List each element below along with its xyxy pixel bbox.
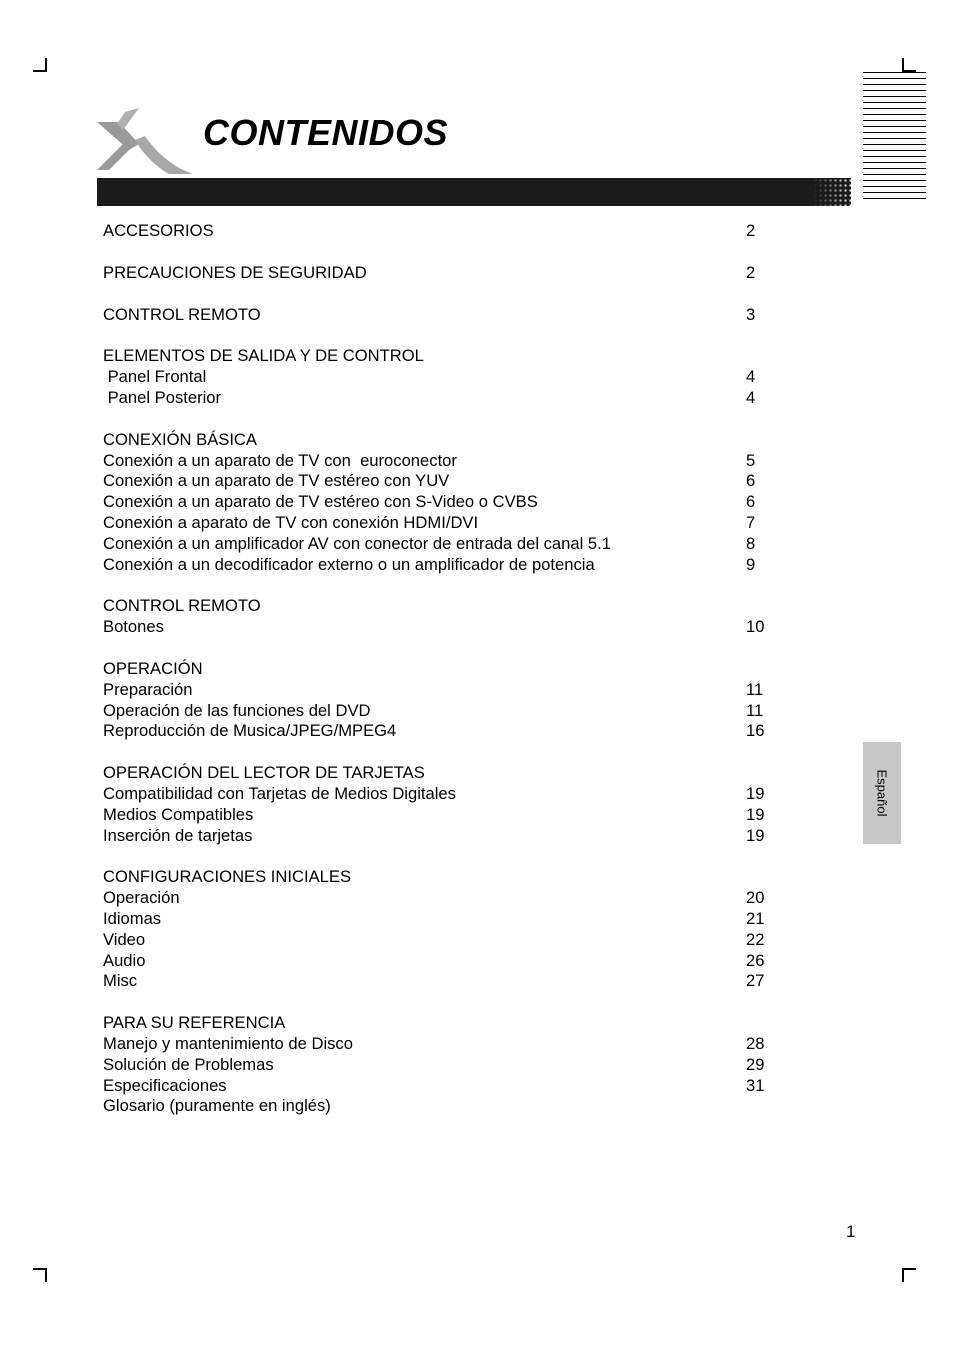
toc-entry-page: 9 bbox=[746, 554, 756, 574]
toc-entry bbox=[103, 888, 773, 909]
toc-entry bbox=[103, 909, 773, 930]
toc-entry bbox=[103, 492, 773, 513]
toc-section bbox=[103, 867, 773, 992]
toc-entry-label: ACCESORIOS bbox=[103, 221, 214, 240]
toc-entry-page: 31 bbox=[746, 1075, 765, 1095]
toc-entry-label: CONEXIÓN BÁSICA bbox=[103, 429, 257, 449]
toc-entry bbox=[103, 617, 773, 638]
header-bar-dots bbox=[813, 178, 853, 206]
toc-entry bbox=[103, 263, 773, 284]
toc-section bbox=[103, 346, 773, 408]
toc-entry-label: Panel Frontal bbox=[103, 367, 207, 387]
toc-entry bbox=[103, 659, 773, 680]
language-tab bbox=[863, 742, 901, 844]
crop-mark-bottom-left bbox=[33, 1268, 47, 1282]
toc-entry-page: 21 bbox=[746, 908, 765, 928]
x-logo-icon bbox=[95, 108, 195, 176]
toc-entry-label: Conexión a aparato de TV con conexión HDMI/DVI bbox=[103, 512, 479, 532]
toc-entry-page: 4 bbox=[746, 367, 756, 387]
toc-entry-label: Especificaciones bbox=[103, 1075, 227, 1095]
toc-entry-label: Operación bbox=[103, 888, 180, 908]
toc-entry-label: ELEMENTOS DE SALIDA Y DE CONTROL bbox=[103, 346, 424, 366]
toc-entry bbox=[103, 367, 773, 388]
toc-entry-page bbox=[746, 430, 773, 451]
toc-entry bbox=[103, 680, 773, 701]
toc-entry-page: 8 bbox=[746, 533, 756, 553]
toc-entry-page: 10 bbox=[746, 617, 765, 637]
toc-entry bbox=[103, 1034, 773, 1055]
toc-entry-label: Solución de Problemas bbox=[103, 1054, 274, 1074]
toc-entry-page: 26 bbox=[746, 950, 765, 970]
toc-entry-label: Misc bbox=[103, 971, 138, 991]
toc-entry-page bbox=[746, 1096, 773, 1117]
toc-entry-page: 11 bbox=[746, 679, 764, 699]
toc-entry bbox=[103, 388, 773, 409]
toc-entry bbox=[103, 346, 773, 367]
toc-entry bbox=[103, 221, 773, 242]
crop-mark-top-right bbox=[902, 58, 916, 72]
toc-entry-label: CONTROL REMOTO bbox=[103, 596, 261, 616]
toc-entry bbox=[103, 701, 773, 722]
toc-section bbox=[103, 596, 773, 638]
toc-entry-page bbox=[746, 659, 773, 680]
decorative-stripes bbox=[863, 72, 926, 200]
toc-entry-page: 6 bbox=[746, 471, 756, 491]
toc-entry-label: OPERACIÓN bbox=[103, 658, 203, 678]
toc-entry-label: Conexión a un aparato de TV con euroconector bbox=[103, 450, 457, 470]
toc-section bbox=[103, 1013, 773, 1117]
crop-mark-bottom-right bbox=[902, 1268, 916, 1282]
page-number: 1 bbox=[846, 1222, 856, 1241]
toc-entry bbox=[103, 1013, 773, 1034]
toc-entry-label: Inserción de tarjetas bbox=[103, 825, 253, 845]
toc-entry-label: Compatibilidad con Tarjetas de Medios Digitales bbox=[103, 783, 456, 803]
toc-section bbox=[103, 263, 773, 284]
toc-entry-page: 22 bbox=[746, 929, 765, 949]
toc-entry-label: Preparación bbox=[103, 679, 193, 699]
toc-entry-label: PRECAUCIONES DE SEGURIDAD bbox=[103, 262, 367, 282]
toc-entry-label: CONTROL REMOTO bbox=[103, 304, 261, 324]
crop-mark-top-left bbox=[33, 58, 47, 72]
toc-entry bbox=[103, 1096, 773, 1117]
toc-entry bbox=[103, 471, 773, 492]
toc-entry-page: 28 bbox=[746, 1033, 765, 1053]
toc-entry bbox=[103, 805, 773, 826]
language-tab-label: Español bbox=[874, 769, 890, 817]
toc-entry bbox=[103, 305, 773, 326]
toc-entry bbox=[103, 867, 773, 888]
toc-entry-label: Reproducción de Musica/JPEG/MPEG4 bbox=[103, 721, 397, 741]
toc-entry-page bbox=[746, 346, 773, 367]
toc-entry-label: Conexión a un decodificador externo o un amplificador de potencia bbox=[103, 554, 595, 574]
toc-entry bbox=[103, 763, 773, 784]
toc-entry bbox=[103, 930, 773, 951]
toc-entry bbox=[103, 596, 773, 617]
toc-entry-label: Operación de las funciones del DVD bbox=[103, 700, 371, 720]
toc-entry bbox=[103, 721, 773, 742]
toc-entry-page: 19 bbox=[746, 804, 765, 824]
toc-entry-label: Video bbox=[103, 929, 146, 949]
toc-entry-label: Conexión a un amplificador AV con conector de entrada del canal 5.1 bbox=[103, 533, 611, 553]
toc-entry bbox=[103, 1076, 773, 1097]
toc-entry-page bbox=[746, 763, 773, 784]
toc-entry bbox=[103, 513, 773, 534]
toc-entry-page bbox=[746, 596, 773, 617]
toc-entry-page: 2 bbox=[746, 262, 756, 282]
toc-entry-page: 29 bbox=[746, 1054, 765, 1074]
toc-section bbox=[103, 659, 773, 742]
toc-entry-page: 19 bbox=[746, 783, 765, 803]
table-of-contents bbox=[103, 221, 773, 1138]
toc-entry-label: Panel Posterior bbox=[103, 387, 222, 407]
toc-entry-label: Conexión a un aparato de TV estéreo con YUV bbox=[103, 471, 450, 491]
toc-entry bbox=[103, 555, 773, 576]
toc-section bbox=[103, 763, 773, 846]
toc-entry-page: 19 bbox=[746, 825, 765, 845]
toc-entry bbox=[103, 784, 773, 805]
toc-entry-page: 7 bbox=[746, 512, 756, 532]
toc-entry-page: 2 bbox=[746, 221, 756, 240]
toc-section bbox=[103, 305, 773, 326]
toc-entry-label: PARA SU REFERENCIA bbox=[103, 1013, 286, 1033]
toc-section bbox=[103, 430, 773, 576]
toc-entry-page: 16 bbox=[746, 721, 765, 741]
toc-entry-label: Manejo y mantenimiento de Disco bbox=[103, 1033, 353, 1053]
toc-entry-page bbox=[746, 1013, 773, 1034]
toc-entry-page bbox=[746, 867, 773, 888]
toc-entry-label: Botones bbox=[103, 617, 164, 637]
toc-entry-label: Medios Compatibles bbox=[103, 804, 254, 824]
toc-entry-label: CONFIGURACIONES INICIALES bbox=[103, 867, 352, 887]
toc-entry bbox=[103, 951, 773, 972]
toc-entry-page: 5 bbox=[746, 450, 756, 470]
toc-entry bbox=[103, 451, 773, 472]
toc-entry bbox=[103, 1055, 773, 1076]
toc-entry bbox=[103, 971, 773, 992]
toc-entry-label: OPERACIÓN DEL LECTOR DE TARJETAS bbox=[103, 763, 425, 783]
toc-entry-page: 11 bbox=[746, 700, 764, 720]
toc-entry bbox=[103, 534, 773, 555]
page-title: CONTENIDOS bbox=[203, 112, 449, 153]
toc-entry bbox=[103, 430, 773, 451]
header-bar bbox=[97, 178, 851, 206]
toc-entry-label: Glosario (puramente en inglés) bbox=[103, 1096, 331, 1116]
toc-entry-page: 27 bbox=[746, 971, 765, 991]
toc-entry bbox=[103, 826, 773, 847]
toc-entry-page: 3 bbox=[746, 304, 756, 324]
toc-entry-page: 4 bbox=[746, 387, 756, 407]
toc-entry-page: 20 bbox=[746, 888, 765, 908]
toc-entry-label: Conexión a un aparato de TV estéreo con S-Video o CVBS bbox=[103, 492, 538, 512]
toc-entry-label: Idiomas bbox=[103, 908, 162, 928]
toc-entry-label: Audio bbox=[103, 950, 146, 970]
toc-section bbox=[103, 221, 773, 242]
toc-entry-page: 6 bbox=[746, 492, 756, 512]
